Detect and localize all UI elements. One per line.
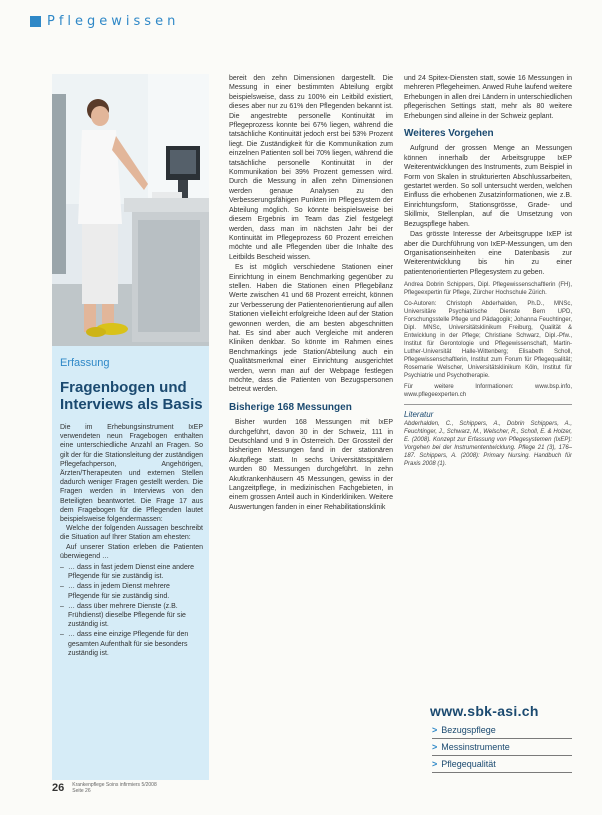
box-body xyxy=(60,423,203,561)
section-title: Pflegewissen xyxy=(47,13,180,29)
footer-meta-line: Seite 26 xyxy=(72,788,91,794)
box-paragraph: Die im Erhebungsinstrument IxEP verwendeten neun Fragebogen enthalten eine unterschiedliche Anzahl an Fragen. So gilt der für die Stationsleitung der zuständigen Pflegefachperson, Angehörigen, Ärzten/Therapeuten und externen Stellen dadurch weniger Fragen gestellt werden. Die Fragen werden in Interviews von den Beteiligten beantwortet. Die Frage 17 aus dem Fragebogen für die Pflegenden lautet beispielsweise folgendermassen: xyxy=(60,424,203,524)
link-pflegequalitaet[interactable] xyxy=(432,756,572,773)
box-title: Fragenbogen und Interviews als Basis xyxy=(60,379,203,413)
author-note: Für weitere Informationen: www.bsp.info, www.pflegeexperten.ch xyxy=(404,384,572,399)
literature-title: Literatur xyxy=(404,410,434,420)
box-kicker: Erfassung xyxy=(60,357,110,369)
info-box-erfassung xyxy=(52,346,209,780)
link-label: Pflegequalität xyxy=(441,759,496,769)
body-paragraph: Aufgrund der grossen Menge an Messungen können innerhalb der Arbeitsgruppe IxEP Weiterentwicklungen des Instruments, zum Beispiel in Form von Skalen in strukturierten Abschlussarbeiten, gestartet werden. So soll untersucht werden, welchen Einfluss die erhobenen Zusatzinformationen, wie z.B. Einrichtungsform, Stationsgrösse, Grade- und Skillmix, Stellenplan, auf die Umsetzung von Bezugspflege haben. xyxy=(404,145,572,228)
link-label: Messinstrumente xyxy=(441,742,510,752)
chevron-right-icon: > xyxy=(432,759,438,769)
link-messinstrumente[interactable] xyxy=(432,739,572,756)
link-label: Bezugspflege xyxy=(441,725,496,735)
body-paragraph: Das grösste Interesse der Arbeitsgruppe IxEP ist aber die Durchführung von IxEP-Messungen, um den Organisationseinheiten eine Datenbasis zur Weiterentwicklung bis hin zu einer patientenorientierten Pflegesystem zu geben. xyxy=(404,231,572,276)
website-link[interactable]: www.sbk-asi.ch xyxy=(430,703,539,719)
page-number: 26 xyxy=(52,782,65,794)
section-header xyxy=(30,12,179,30)
body-paragraph: Bisher wurden 168 Messungen mit IxEP durchgeführt, davon 30 in der Schweiz, 111 in Deutschland und 9 in Österreich. Der Grossteil der bisherigen Messungen fand in der stationären Akutpflege statt. In sechs Universitätsspitälern wurden 80 Messungen durchgeführt. In zehn Akutkrankenhäusern 45 Messungen, gewiss in der Langzeitpflege, in medizinischen Fachgebieten, in einem grossen Anteil auch in Kinderkliniken. Weitere Auswertungen fanden in einer Rehabilitationsklinik xyxy=(229,419,393,511)
subheading: Weiteres Vorgehen xyxy=(404,128,494,140)
photo-nurse-at-computer xyxy=(52,74,209,346)
box-answer-list xyxy=(60,563,203,658)
link-bezugspflege[interactable] xyxy=(432,722,572,739)
author-note: Co-Autoren: Christoph Abderhalden, Ph.D., MNSc, Universitäre Psychiatrische Dienste Bern UPD, Forschungsstelle Pflege und Pädagogik; Johanna Feuchtinger, Dipl. MNSc, Universitätsklinikum Freiburg, Qualität & Entwicklung in der Pflege; Christiane Schwarz, Dipl.-Pfw., Institut für Gerontologie und Pflegewissenschaft, Martin-Luther-Universität Halle-Wittenberg; Elisabeth Scholl, Pflegewissenschaftlerin, Institut zum Forum für Pflegequalität; Rosemarie Welscher, Universitätsklinikum Köln, Institut für Psychiatrie und Psychotherapie. xyxy=(404,301,572,380)
footer-meta xyxy=(72,782,157,794)
literature-text: Abderhalden, C., Schippers, A., Dobrin Schippers, A., Feuchtinger, J., Schwarz, M., Welscher, R., Scholl, E. & Holzer, E. (2008). Konzept zur Erfassung von Pflegesystemen (IxEP): Vorgehen bei der Instrumententwicklung. Pflege 21 (3), 176–187. Schippers, A. (2008): Primary Nursing. Handbuch für Praxis 2008 (1). xyxy=(404,420,572,467)
author-notes xyxy=(404,281,572,399)
list-item: – … dass eine einzige Pflegende für den gesamten Aufenthalt für sie besonders zuständig ist. xyxy=(60,630,203,658)
body-paragraph: Es ist möglich verschiedene Stationen einer Einrichtung in einem Benchmarking gegenüber zu stellen. Haben die Stationen einen Pflegebilanz Werte zwischen 41 und 68 Prozent erreicht, können zur Verbesserung der Patientenorientierung auf allen Stationen vielleicht erfolgreiche Ideen auf der Station gewonnen werden, die am besten abgeschnitten hat. Es sind aber auch Vergleiche mit anderen Kliniken denkbar. So könnte im Rahmen eines Benchmarkings jede Station/Abteilung auch ein Qualitätsmerkmal einer Einrichtung ausgerichtet werden, wenn man auf der Webpage festlegen möchte, dass die Patienten von Bezugspersonen betreut werden. xyxy=(229,264,393,394)
article-column-2 xyxy=(229,74,393,513)
list-item: – … dass in jedem Dienst mehrere Pflegende für sie zuständig sind. xyxy=(60,582,203,600)
article-column-3 xyxy=(404,74,572,694)
body-paragraph: und 24 Spitex-Diensten statt, sowie 16 Messungen in mehreren Pflegeheimen. Anwed Ruhe laufend weitere Erhebungen in allen drei Ländern in unterschiedlichen pflegerischen Settings statt, mehr als 80 weitere Erhebungen sind alleine in der Schweiz geplant. xyxy=(404,75,572,120)
author-note: Andrea Dobrin Schippers, Dipl. Pflegewissenschaftlerin (FH), Pflegeexpertin für Pflege, Zürcher Hochschule Zürich. xyxy=(404,282,572,297)
subheading: Bisherige 168 Messungen xyxy=(229,401,352,413)
chevron-right-icon: > xyxy=(432,725,438,735)
section-marker-square xyxy=(30,16,41,27)
box-paragraph: Welche der folgenden Aussagen beschreibt die Situation auf Ihrer Station am ehesten: xyxy=(60,525,203,542)
body-paragraph: bereit den zehn Dimensionen dargestellt. Die Messung in einer bestimmten Abteilung ergibt beispielsweise, dass zu 100% ein Leitbild existiert, dieses aber nur zu 61% den Pflegenden bekannt ist. Die angestrebte personelle Kontinuität im Pflegeprozess konnte bei 67% liegen, während die tatsächliche Kontinuität jedoch erst bei 53% Prozent liegt. Die Zuständigkeit für die Kommunikation zum einzelnen Patienten soll bei 70% liegen, während die tatsächliche personelle Kontinuität in der Kommunikation bei 39% Prozent gemessen wird. Durch die Messung in allen zehn Dimensionen werden genaue Analysen zu den Verbesserungsfähigen Punkten im Pflegesystem der Abteilung möglich. So könnte beispielsweise bei diesem Ergebnis im Team das Ziel festgelegt werden, dass man im nächsten Jahr bei der Kontinuität im Pflegeprozess 60 Prozent erreichen möchte und alle Pflegenden über die Inhalte des Leitbilds Bescheid wissen. xyxy=(229,75,393,261)
list-item: – … dass über mehrere Dienste (z.B. Frühdienst) dieselbe Pflegende für sie zuständig ist. xyxy=(60,602,203,630)
box-paragraph: Auf unserer Station erleben die Patienten überwiegend … xyxy=(60,543,203,560)
divider xyxy=(404,404,572,405)
related-links xyxy=(432,722,572,773)
chevron-right-icon: > xyxy=(432,742,438,752)
photo-illustration xyxy=(52,74,209,346)
page-footer xyxy=(52,782,157,794)
list-item: – … dass in fast jedem Dienst eine andere Pflegende für sie zuständig ist. xyxy=(60,563,203,581)
footer-meta-line: Krankenpflege Soins infirmiers 5/2008 xyxy=(72,782,157,788)
